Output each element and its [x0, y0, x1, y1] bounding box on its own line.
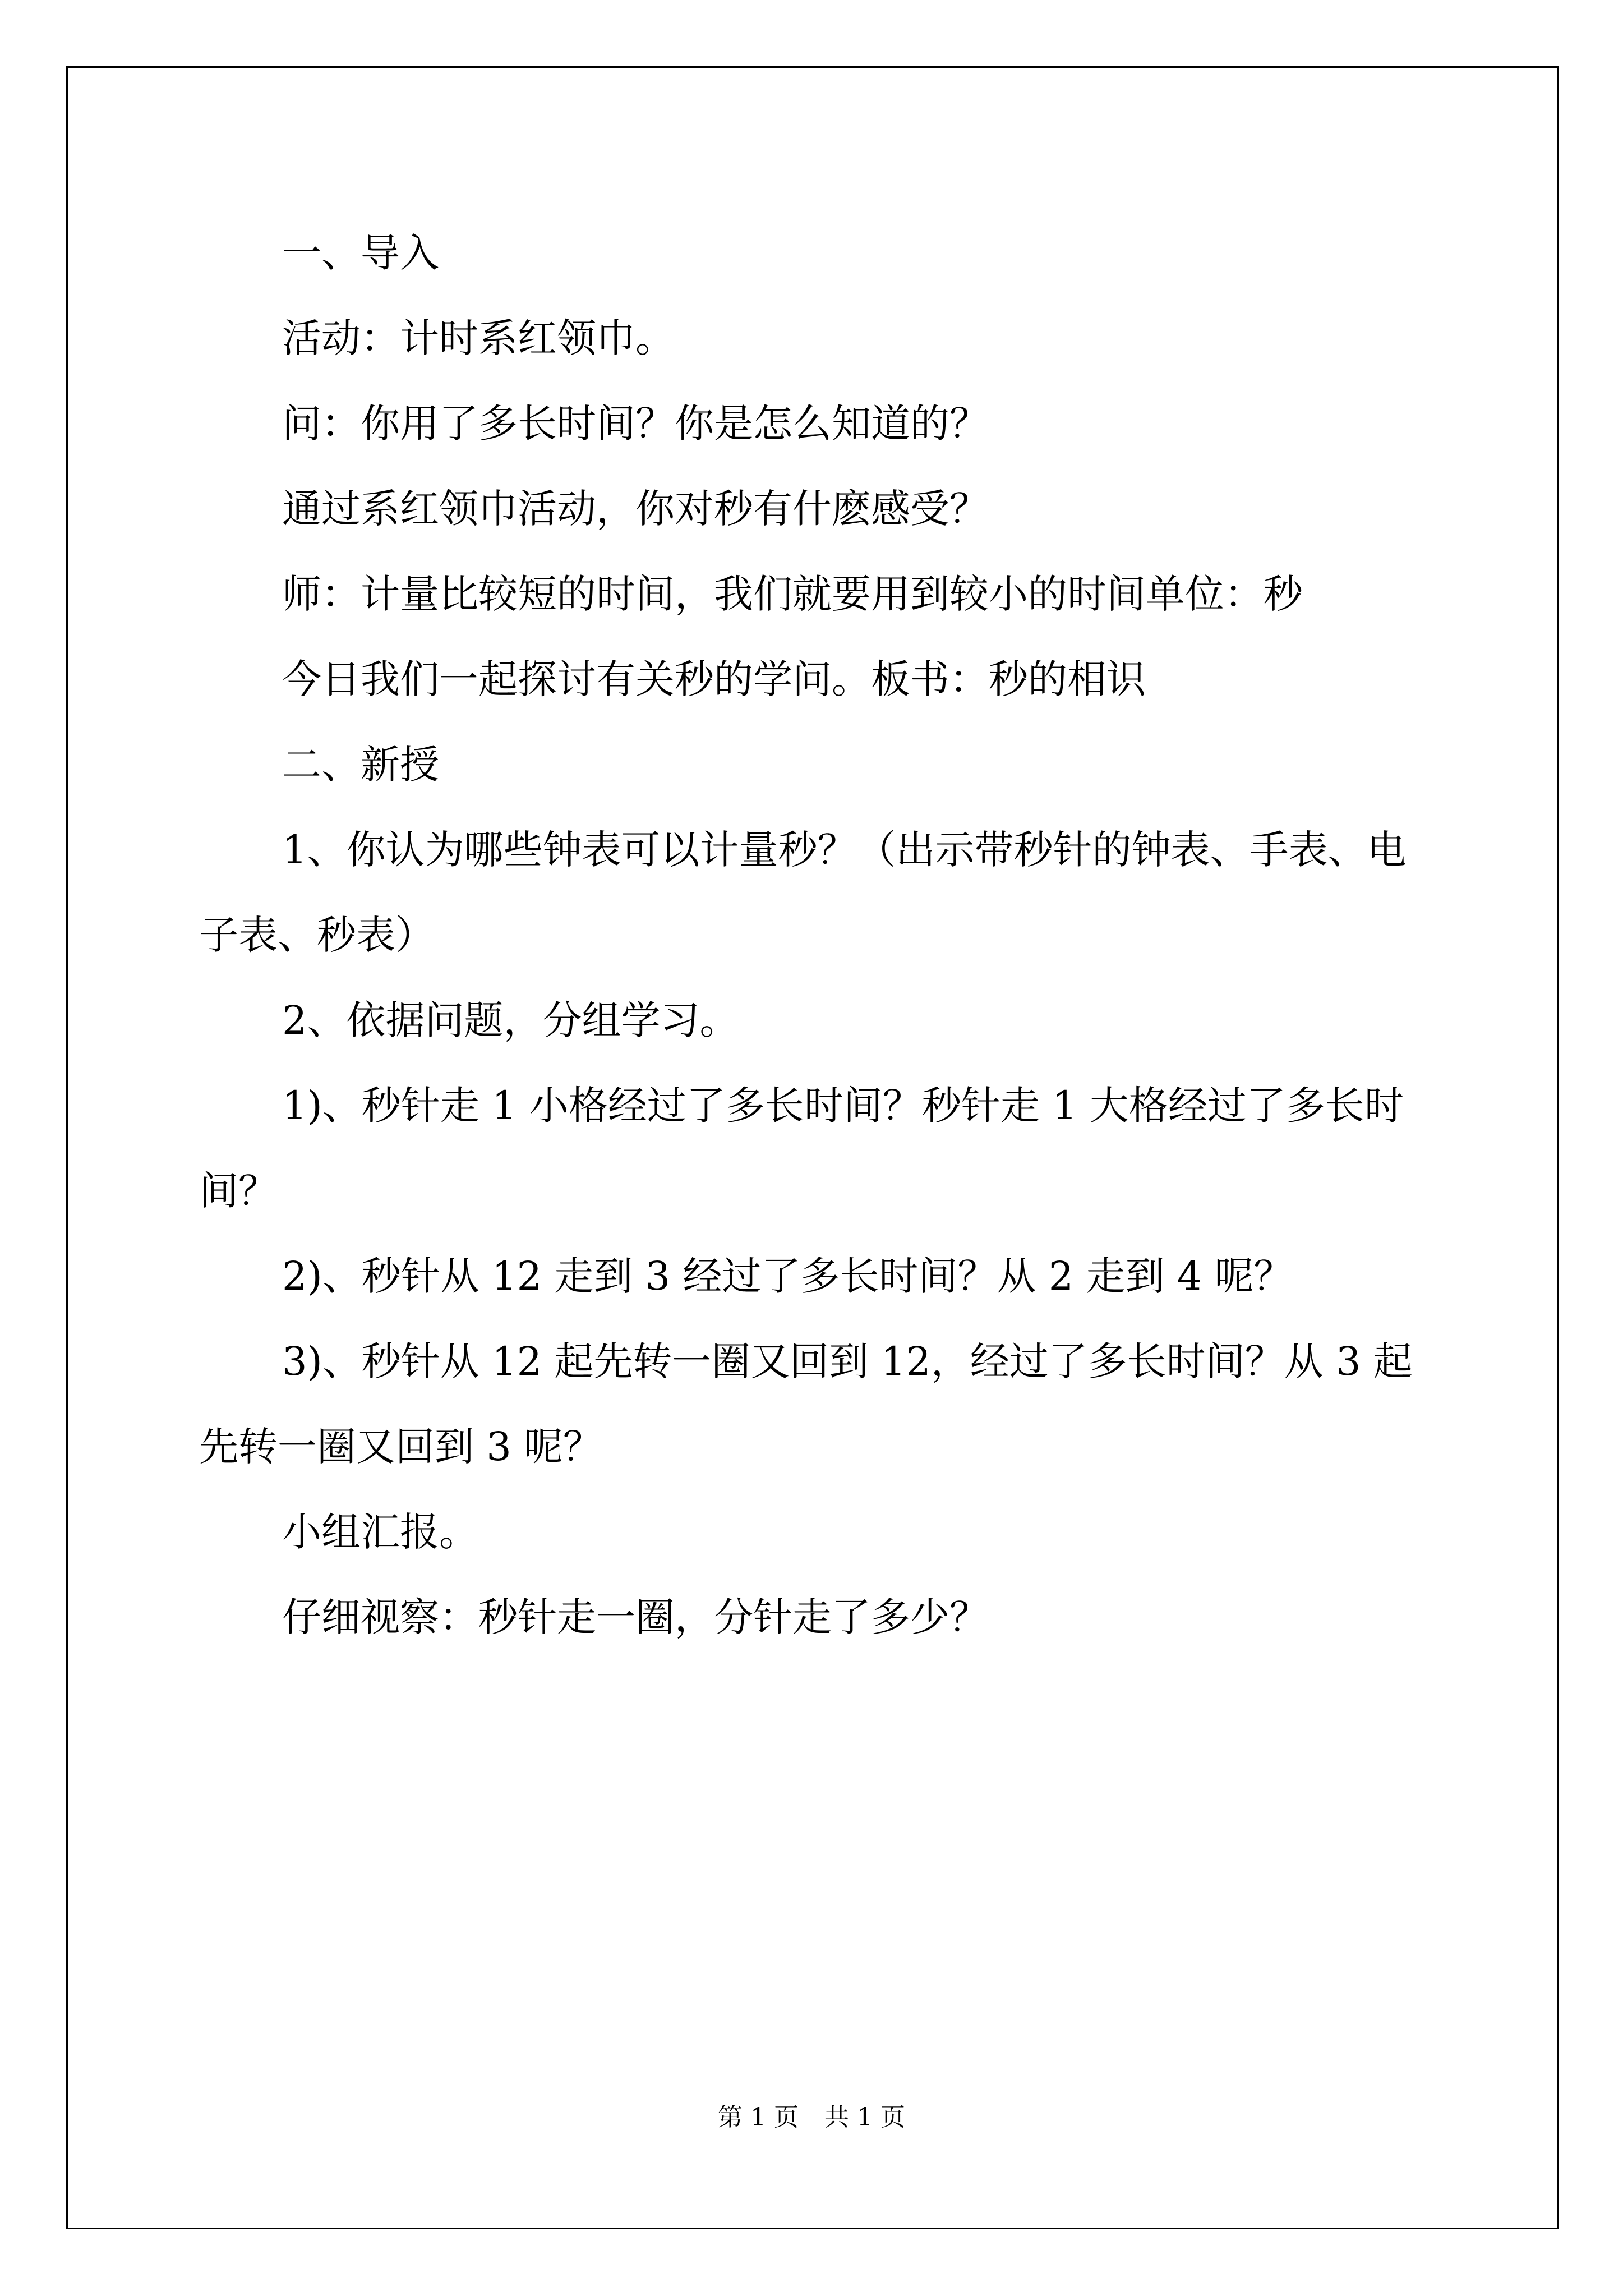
paragraph: 活动：计时系红领巾。 — [282, 315, 675, 361]
paragraph: 2)、秒针从 12 走到 3 经过了多长时间？从 2 走到 4 呢？ — [282, 1253, 1293, 1299]
paragraph: 通过系红领巾活动，你对秒有什麽感受？ — [282, 486, 989, 532]
paragraph: 3)、秒针从 12 起先转一圈又回到 12，经过了多长时间？从 3 起先转一圈又回到 3 呢？ — [199, 1338, 1413, 1470]
document-body — [199, 210, 1438, 1660]
paragraph: 2、依据问题，分组学习。 — [282, 997, 739, 1043]
paragraph: 小组汇报。 — [282, 1509, 478, 1555]
heading-new-lesson: 二、新授 — [282, 742, 439, 788]
paragraph: 仔细视察：秒针走一圈，分针走了多少？ — [282, 1594, 989, 1640]
page-number: 第 1 页 — [718, 2103, 799, 2132]
paragraph: 1)、秒针走 1 小格经过了多长时间？秒针走 1 大格经过了多长时间？ — [199, 1083, 1404, 1214]
paragraph: 师：计量比较短的时间，我们就要用到较小的时间单位：秒 — [282, 571, 1303, 617]
paragraph: 问：你用了多长时间？你是怎么知道的？ — [282, 401, 989, 447]
paragraph: 1、你认为哪些钟表可以计量秒？（出示带秒针的钟表、手表、电子表、秒表） — [199, 827, 1407, 958]
page-total: 共 1 页 — [824, 2103, 905, 2132]
paragraph: 今日我们一起探讨有关秒的学问。板书：秒的相识 — [282, 656, 1146, 702]
heading-intro: 一、导入 — [282, 230, 439, 276]
page-footer — [0, 2101, 1623, 2134]
